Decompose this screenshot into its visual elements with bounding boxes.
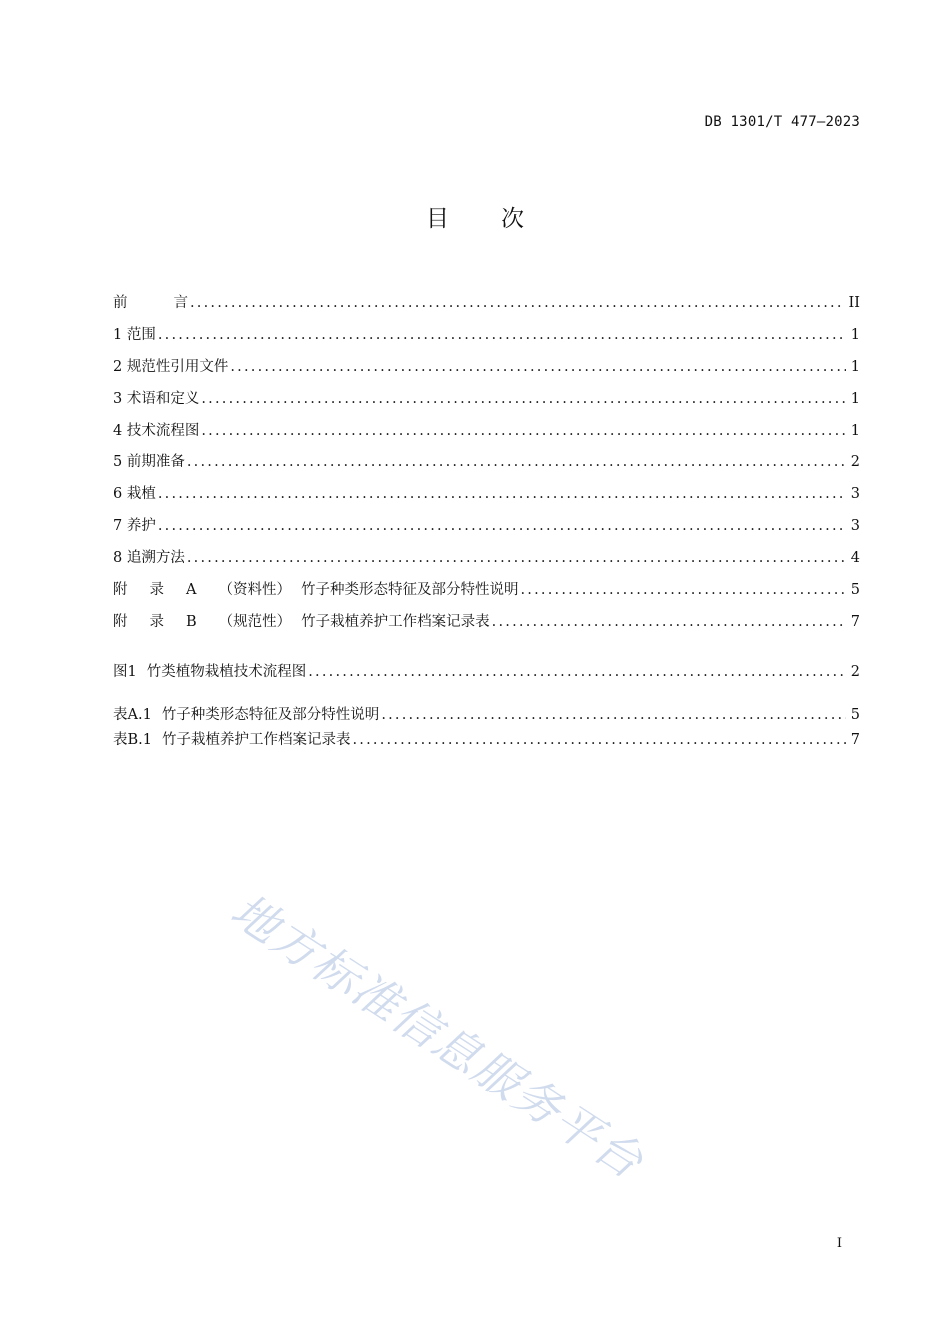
toc-entry-page: II: [848, 295, 860, 311]
dot-leader: [201, 384, 846, 416]
toc-entry-appendix-a[interactable]: [113, 575, 860, 607]
toc-entry-page: 3: [850, 518, 860, 535]
toc-entry-label: 3 术语和定义: [113, 390, 200, 407]
toc-entry-page: 1: [850, 422, 860, 439]
toc-entry-flowchart[interactable]: [113, 416, 860, 448]
toc-entry-page: 7: [850, 731, 860, 748]
toc-entry-label: 7 养护: [113, 518, 156, 535]
dot-leader: [158, 320, 846, 352]
dot-leader: [187, 447, 846, 479]
dot-leader: [158, 511, 846, 543]
dot-leader: [201, 416, 846, 448]
toc-entry-label: 4 技术流程图: [113, 422, 200, 439]
toc-entry-planting[interactable]: [113, 479, 860, 511]
toc-entry-table-b1[interactable]: [113, 728, 860, 753]
toc-entry-page: 1: [850, 358, 860, 375]
page-title: [0, 200, 950, 233]
dot-leader: [381, 703, 846, 728]
toc-entry-label: 附 录 A （资料性） 竹子种类形态特征及部分特性说明: [113, 582, 519, 599]
toc-tables: [113, 703, 860, 753]
toc-entry-label: 图1 竹类植物栽植技术流程图: [113, 663, 307, 680]
table-of-contents: [113, 288, 860, 753]
toc-entry-label: 前 言: [113, 295, 188, 311]
toc-entry-page: 1: [850, 390, 860, 407]
dot-leader: [230, 352, 846, 384]
toc-entry-preparation[interactable]: [113, 447, 860, 479]
toc-entry-page: 5: [850, 582, 860, 599]
toc-entry-table-a1[interactable]: [113, 703, 860, 728]
toc-entry-page: 4: [850, 550, 860, 567]
toc-entry-page: 7: [850, 613, 860, 630]
page-number: I: [836, 1236, 842, 1251]
toc-entry-page: 1: [850, 326, 860, 343]
title-char-2: 次: [501, 206, 576, 232]
dot-leader: [353, 728, 847, 753]
toc-entry-terms[interactable]: [113, 384, 860, 416]
toc-entry-page: 2: [850, 454, 860, 471]
toc-entry-normative-references[interactable]: [113, 352, 860, 384]
toc-entry-appendix-b[interactable]: [113, 607, 860, 639]
toc-entry-figure-1[interactable]: [113, 657, 860, 689]
toc-entry-label: 6 栽植: [113, 486, 156, 503]
toc-entry-traceability[interactable]: [113, 543, 860, 575]
toc-entry-label: 1 范围: [113, 326, 156, 343]
toc-sections: [113, 288, 860, 639]
dot-leader: [520, 575, 846, 607]
toc-entry-label: 表B.1 竹子栽植养护工作档案记录表: [113, 731, 351, 748]
toc-entry-scope[interactable]: [113, 320, 860, 352]
toc-entry-page: 2: [850, 663, 860, 680]
title-char-1: 目: [426, 206, 501, 232]
toc-entry-label: 8 追溯方法: [113, 550, 185, 567]
toc-figures: [113, 657, 860, 689]
toc-entry-label: 2 规范性引用文件: [113, 358, 229, 375]
dot-leader: [187, 543, 846, 575]
toc-entry-foreword[interactable]: [113, 288, 860, 320]
toc-entry-label: 表A.1 竹子种类形态特征及部分特性说明: [113, 706, 380, 723]
dot-leader: [492, 607, 846, 639]
toc-entry-label: 附 录 B （规范性） 竹子栽植养护工作档案记录表: [113, 613, 490, 630]
dot-leader: [158, 479, 846, 511]
document-code: DB 1301/T 477—2023: [704, 114, 860, 130]
watermark: 地方标准信息服务平台: [221, 882, 654, 1190]
dot-leader: [308, 657, 846, 689]
toc-entry-page: 5: [850, 706, 860, 723]
toc-entry-maintenance[interactable]: [113, 511, 860, 543]
dot-leader: [190, 288, 845, 320]
toc-entry-page: 3: [850, 486, 860, 503]
toc-entry-label: 5 前期准备: [113, 454, 185, 471]
